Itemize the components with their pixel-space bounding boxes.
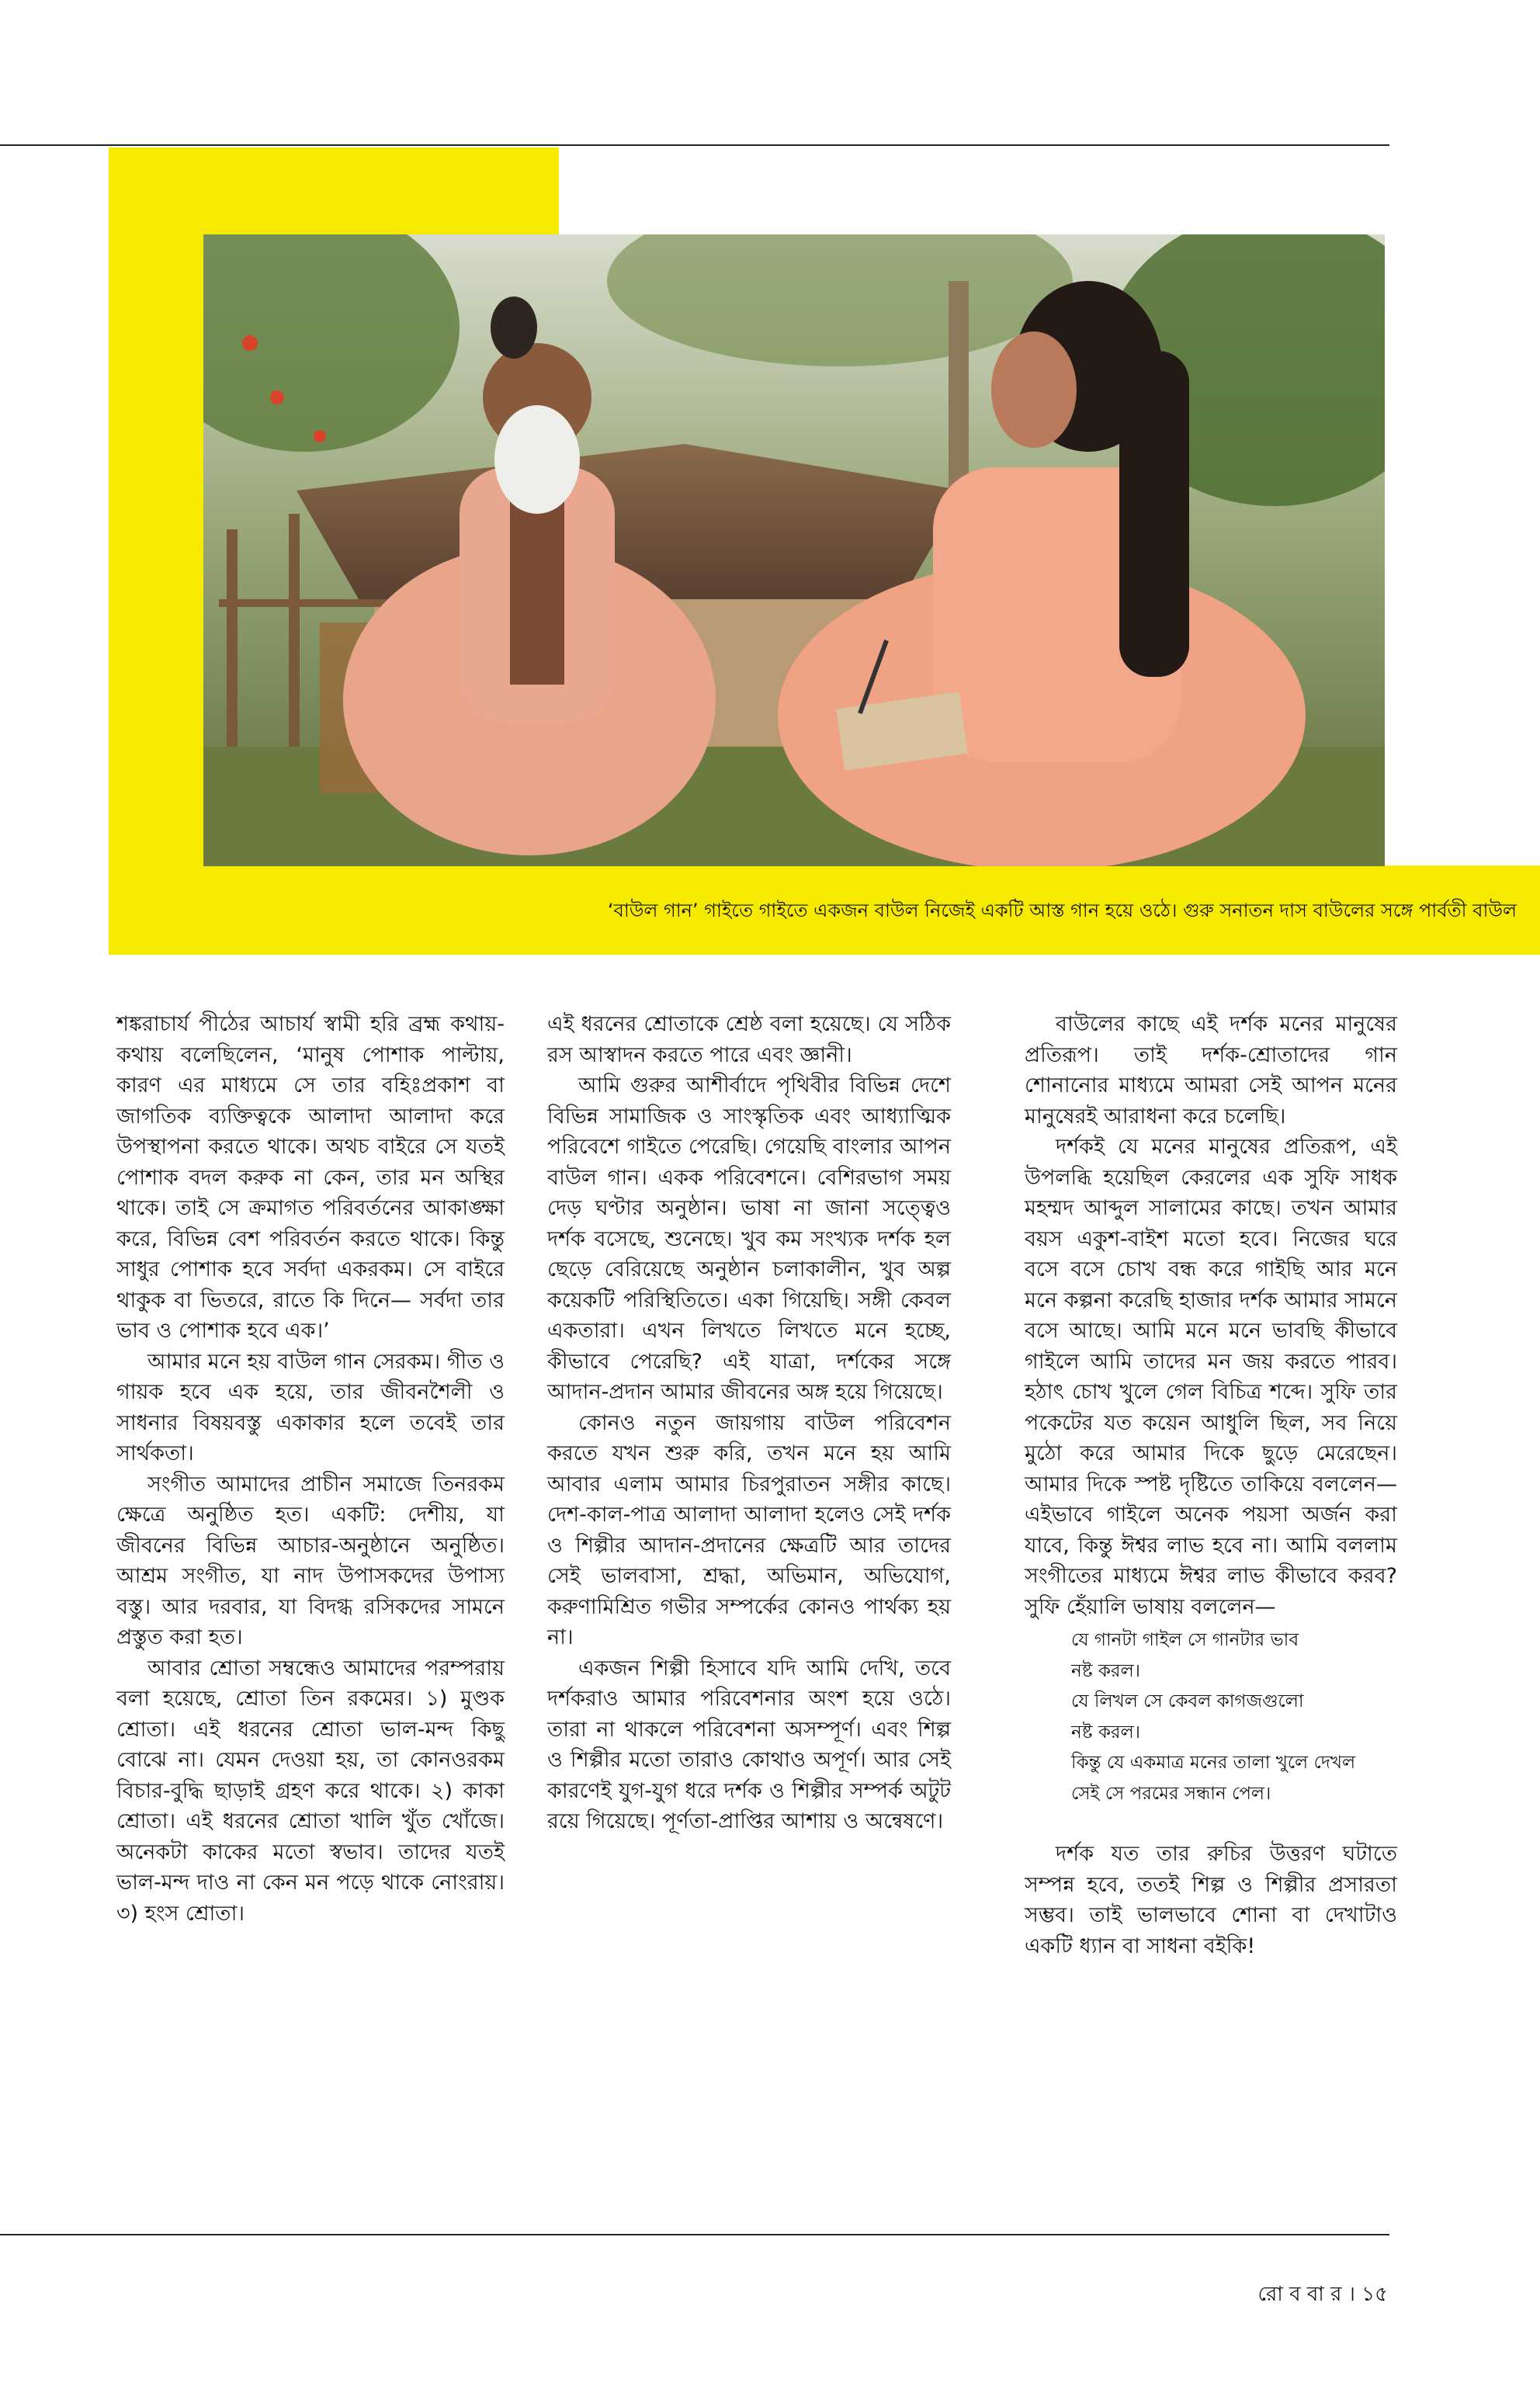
paragraph: কোনও নতুন জায়গায় বাউল পরিবেশন করতে যখন শুরু করি, তখন মনে হয় আমি আবার এলাম আমার চিরপুরাতন সঙ্গীর কাছে। দেশ-কাল-পাত্র আলাদা আলাদা হলেও সেই দর্শক ও শিল্পীর আদান-প্রদানের ক্ষেত্রটি আর তাদের সেই ভালবাসা, শ্রদ্ধা, অভিমান, অভিযোগ, করুণামিশ্রিত গভীর সম্পর্কের কোনও পার্থক্য হয় না। <box>547 1410 951 1649</box>
verse-line: যে লিখল সে কেবল কাগজগুলো <box>1071 1691 1304 1712</box>
verse-line: সেই সে পরমের সন্ধান পেল। <box>1071 1783 1271 1804</box>
verse-line: নষ্ট করল। <box>1071 1660 1140 1681</box>
page-number: ১৫ <box>1361 2283 1388 2306</box>
paragraph: সংগীত আমাদের প্রাচীন সমাজে তিনরকম ক্ষেত্রে অনুষ্ঠিত হত। একটি: দেশীয়, যা জীবনের বিভিন্ন আচার-অনুষ্ঠানে অনুষ্ঠিত। আশ্রম সংগীত, যা নাদ উপাসকদের উপাস্য বস্তু। আর দরবার, যা বিদগ্ধ রসিকদের সামনে প্রস্তুত করা হত। <box>116 1472 505 1649</box>
photo-caption-band <box>109 865 1540 955</box>
bottom-rule <box>0 2234 1389 2235</box>
article-column-3 <box>1025 1009 1397 1961</box>
paragraph: একজন শিল্পী হিসাবে যদি আমি দেখি, তবে দর্শকরাও আমার পরিবেশনার অংশ হয়ে ওঠে। তারা না থাকলে পরিবেশনা অসম্পূর্ণ। এবং শিল্প ও শিল্পীর মতো তারাও কোথাও অপূর্ণ। আর সেই কারণেই যুগ-যুগ ধরে দর্শক ও শিল্পীর সম্পর্ক অটুট রয়ে গিয়েছে। পূর্ণতা-প্রাপ্তির আশায় ও অন্বেষণে। <box>547 1656 951 1833</box>
paragraph: দর্শক যত তার রুচির উত্তরণ ঘটাতে সম্পন্ন হবে, ততই শিল্প ও শিল্পীর প্রসারতা সম্ভব। তাই ভালভাবে শোনা বা দেখাটাও একটি ধ্যান বা সাধনা বইকি! <box>1025 1842 1397 1958</box>
paragraph: বাউলের কাছে এই দর্শক মনের মানুষের প্রতিরূপ। তাই দর্শক-শ্রোতাদের গান শোনানোর মাধ্যমে আমরা সেই আপন মনের মানুষেরই আরাধনা করে চলেছি। <box>1025 1012 1397 1129</box>
paragraph: শঙ্করাচার্য পীঠের আচার্য স্বামী হরি ব্রহ্ম কথায়-কথায় বলেছিলেন, ‘মানুষ পোশাক পাল্টায়, কারণ এর মাধ্যমে সে তার বহিঃপ্রকাশ বা জাগতিক ব্যক্তিত্বকে আলাদা আলাদা করে উপস্থাপনা করতে থাকে। অথচ বাইরে সে যতই পোশাক বদল করুক না কেন, তার মন অস্থির থাকে। তাই সে ক্রমাগত পরিবর্তনের আকাঙ্ক্ষা করে, বিভিন্ন বেশ পরিবর্তন করতে থাকে। কিন্তু সাধুর পোশাক হবে সর্বদা একরকম। সে বাইরে থাকুক বা ভিতরে, রাতে কি দিনে— সর্বদা তার ভাব ও পোশাক হবে এক।’ <box>116 1012 505 1343</box>
photo-baul-singers <box>203 234 1385 866</box>
magazine-name: রো ব বা র <box>1257 2283 1342 2306</box>
verse-line: কিন্তু যে একমাত্র মনের তালা খুলে দেখল <box>1071 1753 1356 1773</box>
top-rule <box>0 144 1389 146</box>
article-column-2 <box>547 1009 951 1837</box>
verse-line: যে গানটা গাইল সে গানটার ভাব <box>1071 1630 1299 1650</box>
page-footer <box>1257 2278 1388 2312</box>
paragraph: দর্শকই যে মনের মানুষের প্রতিরূপ, এই উপলব্ধি হয়েছিল কেরলের এক সুফি সাধক মহম্মদ আব্দুল সালামের কাছে। তখন আমার বয়স একুশ-বাইশ মতো হবে। নিজের ঘরে বসে বসে চোখ বন্ধ করে গাইছি আর মনে মনে কল্পনা করেছি হাজার দর্শক আমার সামনে বসে আছে। আমি মনে মনে ভাবছি কীভাবে গাইলে আমি তাদের মন জয় করতে পারব। হঠাৎ চোখ খুলে গেল বিচিত্র শব্দে। সুফি তার পকেটের যত কয়েন আধুলি ছিল, সব নিয়ে মুঠো করে আমার দিকে ছুড়ে মেরেছেন। আমার দিকে স্পষ্ট দৃষ্টিতে তাকিয়ে বললেন— এইভাবে গাইলে অনেক পয়সা অর্জন করা যাবে, কিন্তু ঈশ্বর লাভ হবে না। আমি বললাম সংগীতের মাধ্যমে ঈশ্বর লাভ কীভাবে করব? সুফি হেঁয়ালি ভাষায় বললেন— <box>1025 1135 1397 1619</box>
paragraph: এই ধরনের শ্রোতাকে শ্রেষ্ঠ বলা হয়েছে। যে সঠিক রস আস্বাদন করতে পারে এবং জ্ঞানী। <box>547 1012 951 1067</box>
verse-line: নষ্ট করল। <box>1071 1722 1140 1743</box>
footer-separator: । <box>1348 2283 1355 2306</box>
article-column-1 <box>116 1009 505 1929</box>
paragraph: আবার শ্রোতা সম্বন্ধেও আমাদের পরম্পরায় বলা হয়েছে, শ্রোতা তিন রকমের। ১) মুণ্ডক শ্রোতা। এই ধরনের শ্রোতা ভাল-মন্দ কিছু বোঝে না। যেমন দেওয়া হয়, তা কোনওরকম বিচার-বুদ্ধি ছাড়াই গ্রহণ করে থাকে। ২) কাকা শ্রোতা। এই ধরনের শ্রোতা খালি খুঁত খোঁজে। অনেকটা কাকের মতো স্বভাব। তাদের যতই ভাল-মন্দ দাও না কেন মন পড়ে থাকে নোংরায়। ৩) হংস শ্রোতা। <box>116 1656 505 1926</box>
photo-caption: ‘বাউল গান’ গাইতে গাইতে একজন বাউল নিজেই একটি আস্ত গান হয়ে ওঠে। গুরু সনাতন দাস বাউলের সঙ্গে পার্বতী বাউল <box>607 900 1517 921</box>
paragraph: আমার মনে হয় বাউল গান সেরকম। গীত ও গায়ক হবে এক হয়ে, তার জীবনশৈলী ও সাধনার বিষয়বস্তু একাকার হলে তবেই তার সার্থকতা। <box>116 1349 505 1465</box>
sufi-verse <box>1071 1625 1397 1809</box>
paragraph: আমি গুরুর আশীর্বাদে পৃথিবীর বিভিন্ন দেশে বিভিন্ন সামাজিক ও সাংস্কৃতিক এবং আধ্যাত্মিক পরিবেশে গাইতে পেরেছি। গেয়েছি বাংলার আপন বাউল গান। একক পরিবেশনে। বেশিরভাগ সময় দেড় ঘণ্টার অনুষ্ঠান। ভাষা না জানা সত্ত্বেও দর্শক বসেছে, শুনেছে। খুব কম সংখ্যক দর্শক হল ছেড়ে বেরিয়েছে অনুষ্ঠান চলাকালীন, খুব অল্প কয়েকটি পরিস্থিতিতে। একা গিয়েছি। সঙ্গী কেবল একতারা। এখন লিখতে লিখতে মনে হচ্ছে, কীভাবে পেরেছি? এই যাত্রা, দর্শকের সঙ্গে আদান-প্রদান আমার জীবনের অঙ্গ হয়ে গিয়েছে। <box>547 1073 951 1404</box>
